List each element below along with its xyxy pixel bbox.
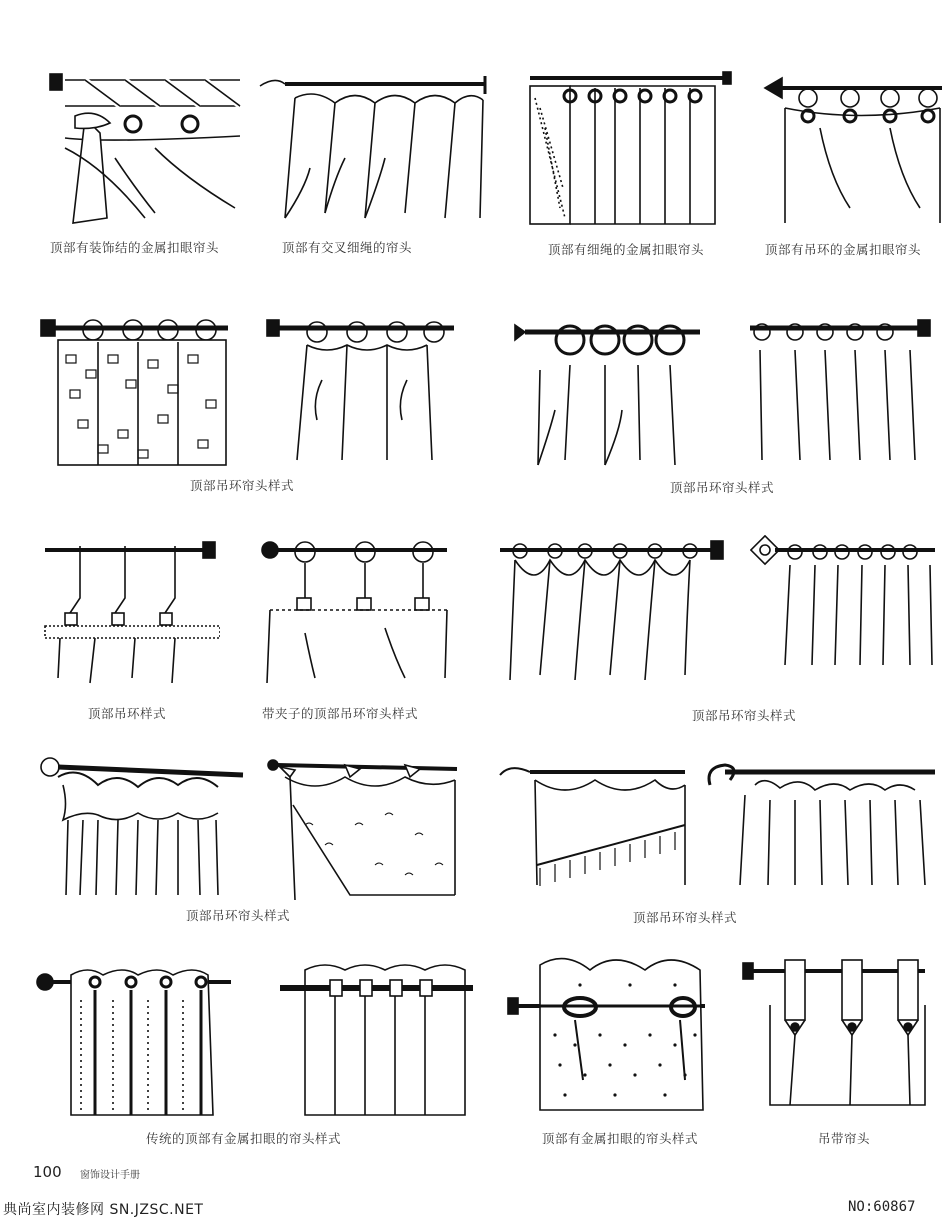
illustration-scroll-gather <box>700 760 940 895</box>
caption-r4b: 顶部吊环帘头样式 <box>633 910 738 925</box>
caption-r3a: 顶部吊环样式 <box>88 706 167 721</box>
illustration-ring-pinch <box>740 310 935 470</box>
illustration-corded-eyelet <box>525 68 735 228</box>
illustration-hook-rings <box>40 538 220 688</box>
serial-number: NO:60867 <box>848 1199 916 1215</box>
illustration-ring-eyelet <box>760 68 945 228</box>
caption-r1a: 顶部有装饰结的金属扣眼帘头 <box>50 240 220 255</box>
page-number: 100 <box>33 1163 62 1181</box>
caption-r4a: 顶部吊环帘头样式 <box>186 908 291 923</box>
caption-r3b: 带夹子的顶部吊环帘头样式 <box>262 706 419 721</box>
illustration-pleated-rings <box>495 535 730 685</box>
illustration-bow-tieback <box>265 755 460 900</box>
caption-r5a: 传统的顶部有金属扣眼的帘头样式 <box>146 1131 342 1146</box>
illustration-tab-top <box>740 955 935 1115</box>
caption-r5c: 吊带帘头 <box>818 1131 871 1146</box>
watermark-text: 典尚室内装修网 SN.JZSC.NET <box>3 1202 204 1218</box>
caption-r5b: 顶部有金属扣眼的帘头样式 <box>542 1131 699 1146</box>
illustration-knotted-eyelet <box>45 68 245 228</box>
illustration-scalloped-eyelet <box>505 950 710 1115</box>
caption-r1b: 顶部有交叉细绳的帘头 <box>282 240 413 255</box>
illustration-ring-clip-large <box>510 310 705 470</box>
illustration-wave-tabs <box>275 960 475 1120</box>
book-title: 窗饰设计手册 <box>80 1170 140 1181</box>
illustration-clip-rings <box>255 538 450 688</box>
illustration-ring-patterned <box>38 310 233 470</box>
caption-r3c: 顶部吊环帘头样式 <box>692 708 797 723</box>
illustration-gathered-ruffle <box>38 755 248 900</box>
caption-r1c: 顶部有细绳的金属扣眼帘头 <box>548 242 705 257</box>
illustration-ring-plain <box>262 310 457 470</box>
caption-r2a: 顶部吊环帘头样式 <box>190 478 295 493</box>
illustration-crossed-cord <box>255 68 490 228</box>
illustration-traditional-eyelet <box>33 960 233 1120</box>
caption-r1d: 顶部有吊环的金属扣眼帘头 <box>765 242 922 257</box>
caption-r2b: 顶部吊环帘头样式 <box>670 480 775 495</box>
illustration-fringed-swag <box>495 760 690 895</box>
illustration-pinch-rings-diamond <box>750 535 938 685</box>
